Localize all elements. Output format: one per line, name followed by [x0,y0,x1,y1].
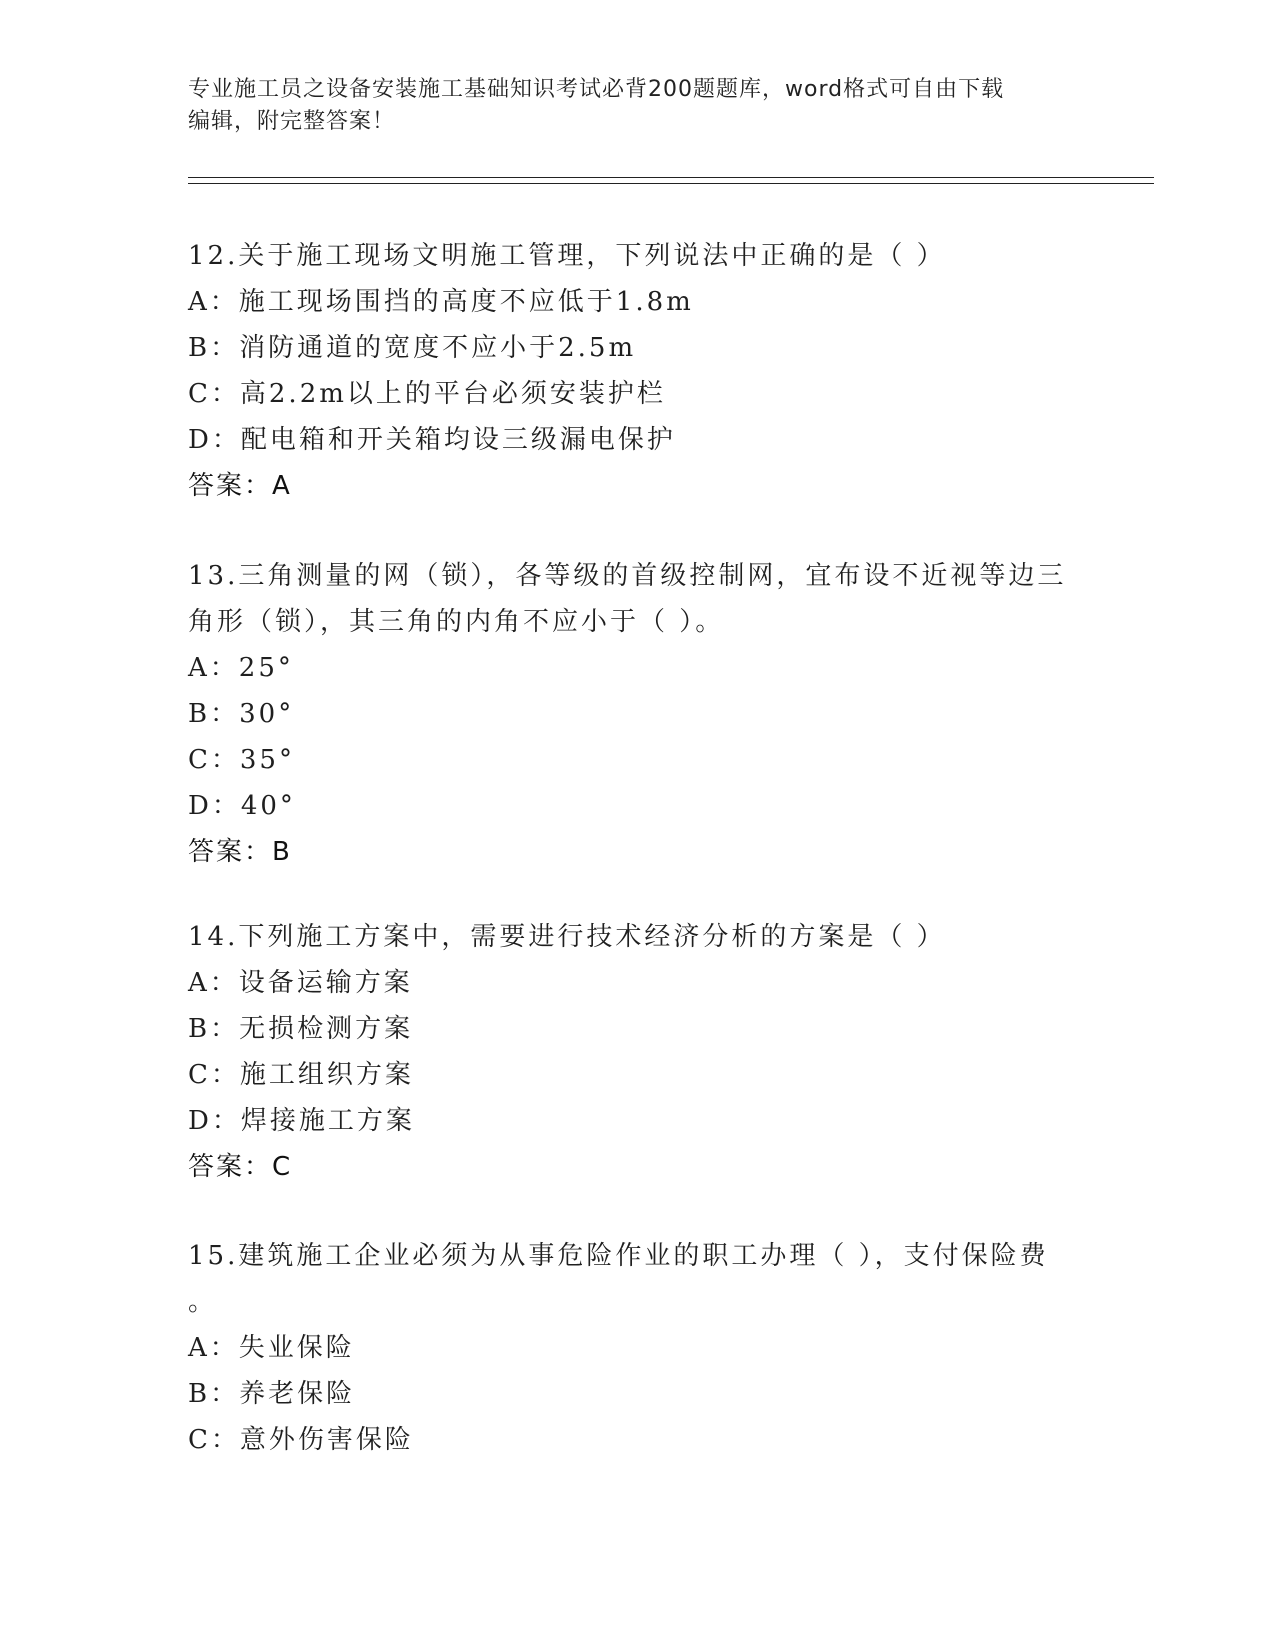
option-c: C：施工组织方案 [188,1060,414,1090]
answer: 答案：B [188,837,292,867]
question-stem-line-2: 角形（锁），其三角的内角不应小于（ ）。 [188,607,725,637]
document-header [188,74,1068,138]
question-13 [188,553,1088,875]
option-b: B：养老保险 [188,1379,356,1409]
question-stem-line-2: 。 [188,1287,218,1317]
option-b: B：消防通道的宽度不应小于2.5m [188,333,637,363]
option-d: D：40° [188,791,296,821]
question-15 [188,1233,1088,1463]
answer: 答案：A [188,471,292,501]
option-a: A：施工现场围挡的高度不应低于1.8m [188,287,694,317]
option-b: B：30° [188,699,295,729]
option-b: B：无损检测方案 [188,1014,414,1044]
header-line-2: 编辑，附完整答案！ [188,109,396,134]
option-d: D：配电箱和开关箱均设三级漏电保护 [188,425,676,455]
header-divider-top [188,177,1154,178]
header-divider-bottom [188,183,1154,184]
option-c: C：高2.2m以上的平台必须安装护栏 [188,379,666,409]
question-stem-line-1: 13.三角测量的网（锁），各等级的首级控制网，宜布设不近视等边三 [188,561,1067,591]
question-stem: 14.下列施工方案中，需要进行技术经济分析的方案是（ ） [188,922,946,952]
option-c: C：意外伤害保险 [188,1425,414,1455]
option-d: D：焊接施工方案 [188,1106,415,1136]
question-14 [188,914,1088,1190]
question-stem: 12.关于施工现场文明施工管理，下列说法中正确的是（ ） [188,241,946,271]
question-12 [188,233,1088,509]
header-line-1: 专业施工员之设备安装施工基础知识考试必背200题题库，word格式可自由下载 [188,77,1005,102]
answer: 答案：C [188,1152,293,1182]
option-a: A：25° [188,653,294,683]
option-a: A：设备运输方案 [188,968,413,998]
question-stem-line-1: 15.建筑施工企业必须为从事危险作业的职工办理（ ），支付保险费 [188,1241,1049,1271]
option-c: C：35° [188,745,295,775]
option-a: A：失业保险 [188,1333,355,1363]
